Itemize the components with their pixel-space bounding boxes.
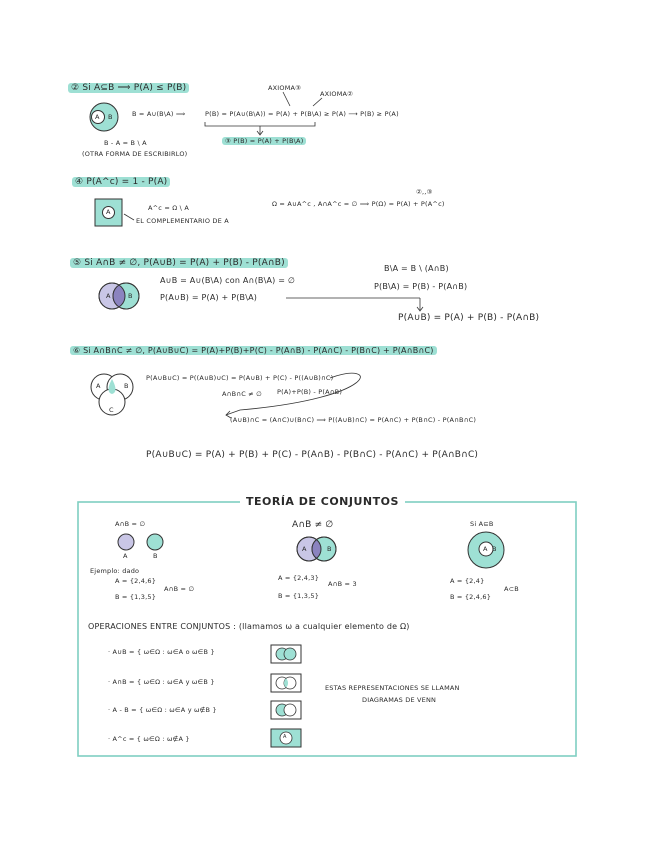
op-intersection: · A∩B = { ω∈Ω : ω∈A y ω∈B } [108, 678, 215, 686]
sec2-axioma3: AXIOMA③ [268, 84, 302, 92]
sec5-title: ⑤ Si A∩B ≠ ∅, P(A∪B) = P(A) + P(B) - P(A∩B) [70, 258, 288, 268]
sec2-note1: B - A = B \ A [104, 139, 147, 147]
c1-setB: B = {1,3,5} [115, 593, 157, 601]
venn-note2: DIAGRAMAS DE VENN [362, 696, 437, 704]
sec2-axioma2: AXIOMA② [320, 90, 354, 98]
c2-setB: B = {1,3,5} [278, 592, 320, 600]
sec4-eq: Ω = A∪A^c , A∩A^c = ∅ ⟹ P(Ω) = P(A) + P(A^c) [272, 200, 445, 208]
sec2-venn-b: B [108, 113, 113, 121]
sec6-note2: P(A)+P(B) - P(A∩B) [277, 388, 343, 396]
c3-setB: B = {2,4,6} [450, 593, 492, 601]
op-union: · A∪B = { ω∈Ω : ω∈A o ω∈B } [108, 648, 215, 656]
sec6-venn-a: A [96, 382, 101, 390]
c1-label: A∩B = ∅ [115, 520, 146, 528]
c1-rel: A∩B = ∅ [164, 585, 195, 593]
c1-setA: A = {2,4,6} [115, 577, 157, 585]
c3-b: B [492, 545, 497, 553]
c3-rel: A⊂B [504, 585, 519, 593]
sec2-title: ② Si A⊆B ⟹ P(A) ≤ P(B) [68, 83, 189, 93]
sec4-marks: ②,,③ [416, 188, 433, 196]
sec6-l1: P(A∪B∪C) = P((A∪B)∪C) = P(A∪B) + P(C) - P((A∪B)∩C) [146, 374, 334, 382]
sec6-l2: (A∪B)∩C = (A∩C)∪(B∩C) ⟹ P((A∪B)∩C) = P(A∩C) + P(B∩C) - P(A∩B∩C) [230, 416, 477, 424]
c2-a: A [302, 545, 307, 553]
sec5-l1: A∪B = A∪(B\A) con A∩(B\A) = ∅ [160, 276, 296, 285]
c3-setA: A = {2,4} [450, 577, 485, 585]
sec5-venn-b: B [128, 292, 133, 300]
sec2-eq2: P(B) = P(A∪(B\A)) = P(A) + P(B\A) ≥ P(A) ⟶ P(B) ≥ P(A) [205, 110, 399, 118]
mini-a: A [283, 734, 287, 740]
c3-a: A [483, 545, 488, 553]
c1-b: B [153, 552, 158, 560]
sec2-note2: (OTRA FORMA DE ESCRIBIRLO) [82, 150, 188, 158]
sec5-r2: P(B\A) = P(B) - P(A∩B) [374, 282, 468, 291]
venn-note1: ESTAS REPRESENTACIONES SE LLAMAN [325, 684, 460, 692]
theory-box-title: TEORÍA DE CONJUNTOS [240, 495, 405, 508]
sec6-venn-c: C [109, 406, 114, 414]
sec5-venn-a: A [106, 292, 111, 300]
sec5-l2: P(A∪B) = P(A) + P(B\A) [160, 293, 258, 302]
sec4-def: A^c = Ω \ A [148, 204, 189, 212]
sec6-note1: A∩B∩C ≠ ∅ [222, 390, 263, 398]
sec2-venn-a: A [95, 113, 100, 121]
c2-setA: A = {2,4,3} [278, 574, 320, 582]
op-difference: · A - B = { ω∈Ω : ω∈A y ω∉B } [108, 706, 217, 714]
c2-b: B [327, 545, 332, 553]
sec6-result: P(A∪B∪C) = P(A) + P(B) + P(C) - P(A∩B) - P(B∩C) - P(A∩C) + P(A∩B∩C) [146, 450, 479, 460]
sec4-note: EL COMPLEMENTARIO DE A [136, 217, 229, 225]
c2-label: A∩B ≠ ∅ [292, 520, 334, 530]
c2-rel: A∩B = 3 [328, 580, 357, 588]
c1-a: A [123, 552, 128, 560]
sec5-r1: B\A = B \ (A∩B) [384, 264, 449, 273]
sec4-title: ④ P(A^c) = 1 - P(A) [72, 177, 170, 187]
sec5-result: P(A∪B) = P(A) + P(B) - P(A∩B) [398, 313, 540, 323]
c3-label: Si A⊆B [470, 520, 494, 528]
sec4-venn-a: A [106, 208, 111, 216]
op-complement: · A^c = { ω∈Ω : ω∉A } [108, 735, 190, 743]
sec2-result: ③ P(B) = P(A) + P(B\A) [222, 137, 306, 145]
ops-title: OPERACIONES ENTRE CONJUNTOS : (llamamos ω a cualquier elemento de Ω) [88, 622, 410, 631]
c1-example: Ejemplo: dado [90, 567, 140, 575]
sec2-eq1: B = A∪(B\A) ⟹ [132, 110, 186, 118]
sec6-title: ⑥ Si A∩B∩C ≠ ∅, P(A∪B∪C) = P(A)+P(B)+P(C) - P(A∩B) - P(A∩C) - P(B∩C) + P(A∩B∩C) [70, 346, 437, 355]
sec6-venn-b: B [124, 382, 129, 390]
